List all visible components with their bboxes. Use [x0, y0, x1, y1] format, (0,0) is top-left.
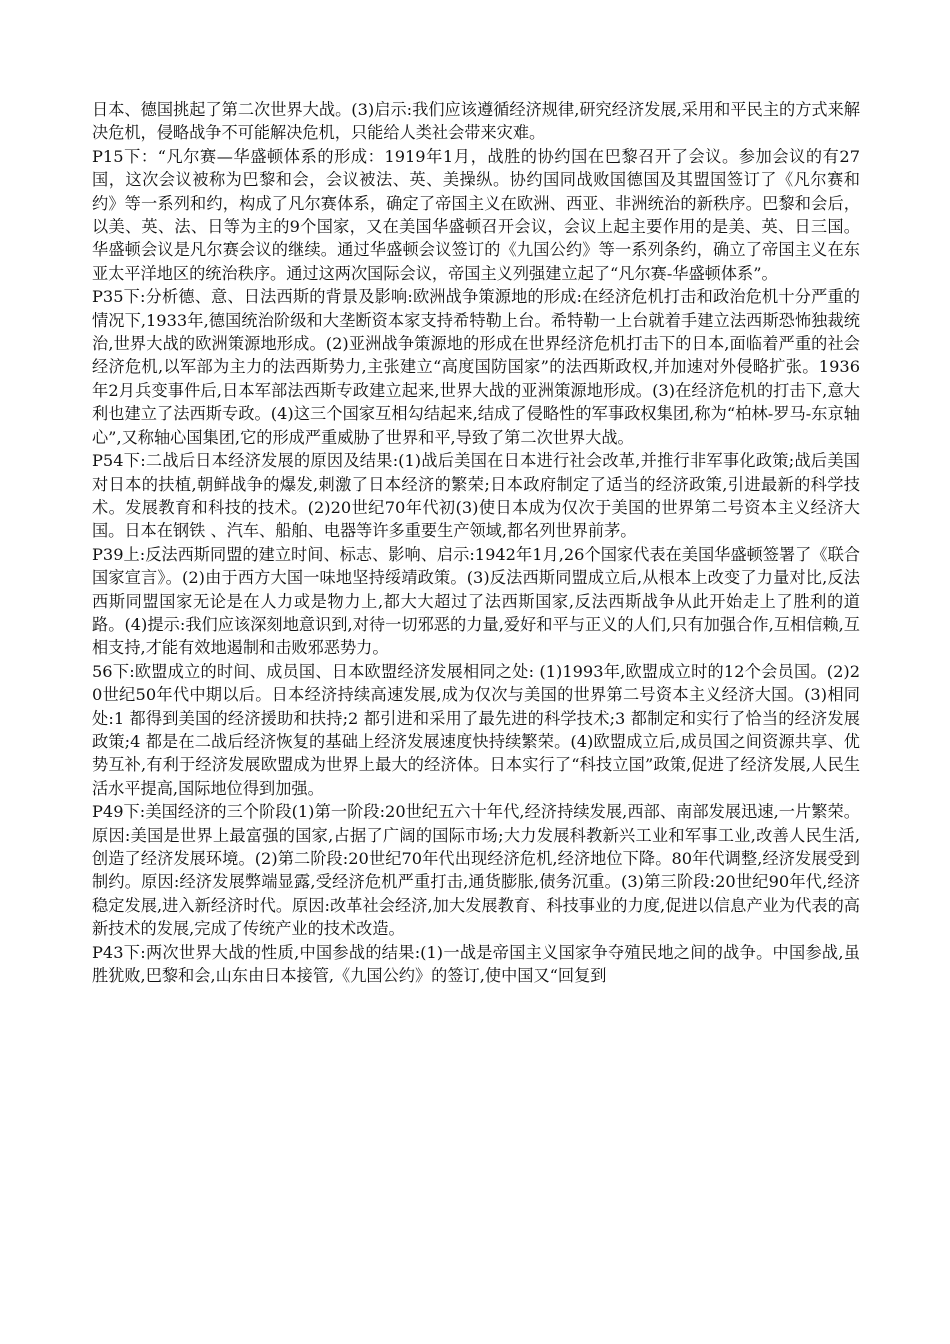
- paragraph-p49-us-economy: P49下:美国经济的三个阶段(1)第一阶段:20世纪五六十年代,经济持续发展,西部、南部发展迅速,一片繁荣。原因:美国是世界上最富强的国家,占据了广阔的国际市场;大力发展科教新兴工业和军事工业,改善人民生活,创造了经济发展环境。(2)第二阶段:20世纪70年代出现经济危机,经济地位下降。80年代调整,经济发展受到制约。原因:经济发展弊端显露,受经济危机严重打击,通货膨胀,债务沉重。(3)第三阶段:20世纪90年代,经济稳定发展,进入新经济时代。原因:改革社会经济,加大发展教育、科技事业的力度,促进以信息产业为代表的高新技术的发展,完成了传统产业的技术改造。: [92, 802, 860, 939]
- paragraph-p54-japan-economy: P54下:二战后日本经济发展的原因及结果:(1)战后美国在日本进行社会改革,并推行非军事化政策;战后美国对日本的扶植,朝鲜战争的爆发,刺激了日本经济的繁荣;日本政府制定了适当的经济政策,引进最新的科学技术。发展教育和科技的技术。(2)20世纪70年代初(3)使日本成为仅次于美国的世界第二号资本主义经济大国。日本在钢铁 、汽车、船舶、电器等许多重要生产领域,都名列世界前茅。: [92, 451, 860, 541]
- paragraph-p35-fascism: P35下:分析德、意、日法西斯的背景及影响:欧洲战争策源地的形成:在经济危机打击和政治危机十分严重的情况下,1933年,德国统治阶级和大垄断资本家支持希特勒上台。希特勒一上台就着手建立法西斯恐怖独裁统治,世界大战的欧洲策源地形成。(2)亚洲战争策源地的形成在世界经济危机打击下的日本,面临着严重的社会经济危机,以军部为主力的法西斯势力,主张建立“高度国防国家”的法西斯政权,并加速对外侵略扩张。1936年2月兵变事件后,日本军部法西斯专政建立起来,世界大战的亚洲策源地形成。(3)在经济危机的打击下,意大利也建立了法西斯专政。(4)这三个国家互相勾结起来,结成了侵略性的军事政权集团,称为“柏林-罗马-东京轴心”,又称轴心国集团,它的形成严重威胁了世界和平,导致了第二次世界大战。: [92, 287, 860, 447]
- paragraph-p43-world-wars: P43下:两次世界大战的性质,中国参战的结果:(1)一战是帝国主义国家争夺殖民地之间的战争。中国参战,虽胜犹败,巴黎和会,山东由日本接管,《九国公约》的签订,使中国又“回复到: [92, 942, 860, 986]
- paragraph-p39-anti-fascist-alliance: P39上:反法西斯同盟的建立时间、标志、影响、启示:1942年1月,26个国家代表在美国华盛顿签署了《联合国家宣言》。(2)由于西方大国一味地坚持绥靖政策。(3)反法西斯同盟成立后,从根本上改变了力量对比,反法西斯同盟国家无论是在人力或是物力上,都大大超过了法西斯国家,反法西斯战争从此开始走上了胜利的道路。(4)提示:我们应该深刻地意识到,对待一切邪恶的力量,爱好和平与正义的人们,只有加强合作,互相信赖,互相支持,才能有效地遏制和击败邪恶势力。: [92, 544, 860, 658]
- paragraph-56-eu-japan: 56下:欧盟成立的时间、成员国、日本欧盟经济发展相同之处: (1)1993年,欧盟成立时的12个会员国。(2)20世纪50年代中期以后。日本经济持续高速发展,成为仅次与美国的世界第二号资本主义经济大国。(3)相同处:1 都得到美国的经济援助和扶持;2 都引进和采用了最先进的科学技术;3 都制定和实行了恰当的经济发展政策;4 都是在二战后经济恢复的基础上经济发展速度快持续繁荣。(4)欧盟成立后,成员国之间资源共享、优势互补,有利于经济发展欧盟成为世界上最大的经济体。日本实行了“科技立国”政策,促进了经济发展,人民生活水平提高,国际地位得到加强。: [92, 661, 860, 798]
- paragraph-p15-versailles-washington: P15下：“凡尔赛—华盛顿体系的形成：1919年1月，战胜的协约国在巴黎召开了会议。参加会议的有27国，这次会议被称为巴黎和会，会议被法、英、美操纵。协约国同战败国德国及其盟国签订了《凡尔赛和约》等一系列和约，构成了凡尔赛体系，确定了帝国主义在欧洲、西亚、非洲统治的新秩序。巴黎和会后，以美、英、法、日等为主的9个国家，又在美国华盛顿召开会议，会议上起主要作用的是美、英、日三国。华盛顿会议是凡尔赛会议的继续。通过华盛顿会议签订的《九国公约》等一系列条约，确立了帝国主义在东亚太平洋地区的统治秩序。通过这两次国际会议，帝国主义列强建立起了“凡尔赛-华盛顿体系”。: [92, 146, 860, 283]
- document-page: [92, 98, 860, 987]
- paragraph-conclusion-ww2-causes: 日本、德国挑起了第二次世界大战。(3)启示:我们应该遵循经济规律,研究经济发展,采用和平民主的方式来解决危机，侵略战争不可能解决危机，只能给人类社会带来灾难。: [92, 100, 860, 143]
